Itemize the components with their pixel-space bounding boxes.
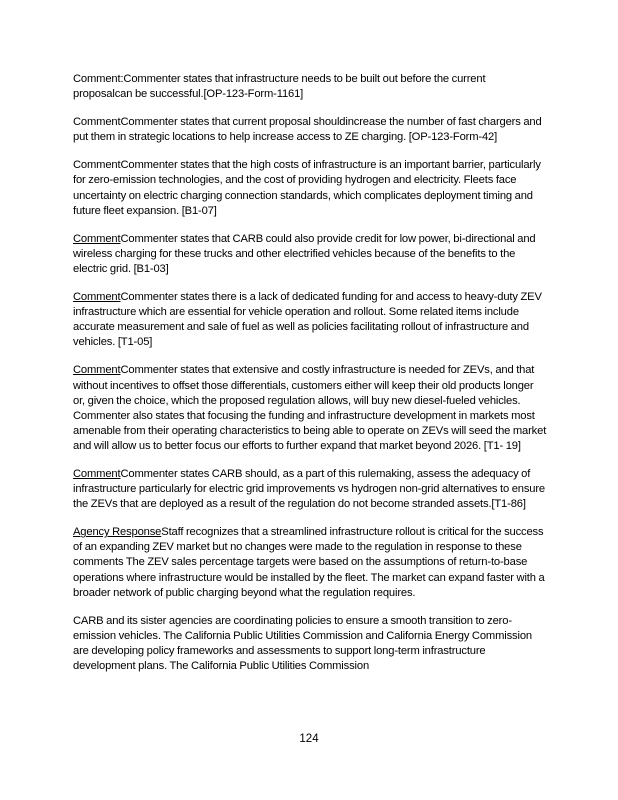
paragraph-text: Commenter states there is a lack of dedicated funding for and access to heavy-duty ZEV infrastructure which are essential for vehicle operation and rollout. Some related items include accurate measurement and sale of fuel as well as policies facilitating rollout of infrastructure and vehicles. [T1-05] bbox=[73, 291, 542, 349]
comment-label: Comment bbox=[73, 467, 121, 480]
comment-label: Comment bbox=[73, 291, 121, 304]
agency-response-label: Agency Response bbox=[73, 526, 162, 539]
comment-paragraph-4 bbox=[73, 232, 547, 277]
paragraph-text: Commenter states that extensive and costly infrastructure is needed for ZEVs, and that without incentives to offset those differentials, customers either will keep their old products longer or, given the choice, which the proposed regulation allows, will buy new diesel-fueled vehicles. Commenter also states that focusing the funding and infrastructure development in markets most amenable from their operating characteristics to being able to operate on ZEVs will seed the market and will allow us to better focus our efforts to further expand that market beyond 2026. [T1- 19] bbox=[73, 364, 547, 452]
page-number: 124 bbox=[299, 733, 319, 745]
comment-label: Comment bbox=[73, 232, 121, 245]
comment-paragraph-6 bbox=[73, 363, 547, 454]
comment-paragraph-3 bbox=[73, 158, 547, 218]
paragraph-text: CommentCommenter states that current proposal shouldincrease the number of fast chargers and put them in strategic locations to help increase access to ZE charging. [OP-123-Form-42] bbox=[73, 116, 542, 144]
paragraph-text: Comment:Commenter states that infrastructure needs to be built out before the current proposalcan be successful.[OP-123-Form-1161] bbox=[73, 73, 486, 101]
comment-paragraph-7 bbox=[73, 467, 547, 512]
paragraph-text: Staff recognizes that a streamlined infrastructure rollout is critical for the success of an expanding ZEV market but no changes were made to the regulation in response to these comments The ZEV sales percentage targets were based on the assumptions of return-to-base operations where infrastructure would be installed by the fleet. The market can expand faster with a broader network of public charging beyond what the regulation requires. bbox=[73, 526, 545, 599]
comment-label: Comment bbox=[73, 364, 121, 377]
paragraph-text: CARB and its sister agencies are coordinating policies to ensure a smooth transition to zero-emission vehicles. The California Public Utilities Commission and California Energy Commission are developing policy frameworks and assessments to support long-term infrastructure development plans. The California Public Utilities Commission bbox=[73, 614, 532, 672]
paragraph-text: CommentCommenter states that the high costs of infrastructure is an important barrier, particularly for zero-emission technologies, and the cost of providing hydrogen and electricity. Fleets face uncertainty on electric charging connection standards, which complicates deployment timing and future fleet expansion. [B1-07] bbox=[73, 159, 541, 217]
comment-paragraph-5 bbox=[73, 290, 547, 350]
paragraph-text: Commenter states CARB should, as a part of this rulemaking, assess the adequacy of infrastructure particularly for electric grid improvements vs hydrogen non-grid alternatives to ensure the ZEVs that are deployed as a result of the regulation do not become stranded assets.[T1-86] bbox=[73, 467, 546, 511]
carb-paragraph bbox=[73, 614, 547, 674]
document-body bbox=[73, 72, 547, 687]
paragraph-text: Commenter states that CARB could also provide credit for low power, bi-directional and wireless charging for these trucks and other electrified vehicles because of the benefits to the electric grid. [B1-03] bbox=[73, 232, 536, 275]
comment-paragraph-1 bbox=[73, 72, 547, 102]
agency-response-paragraph bbox=[73, 525, 547, 600]
comment-paragraph-2 bbox=[73, 115, 547, 145]
